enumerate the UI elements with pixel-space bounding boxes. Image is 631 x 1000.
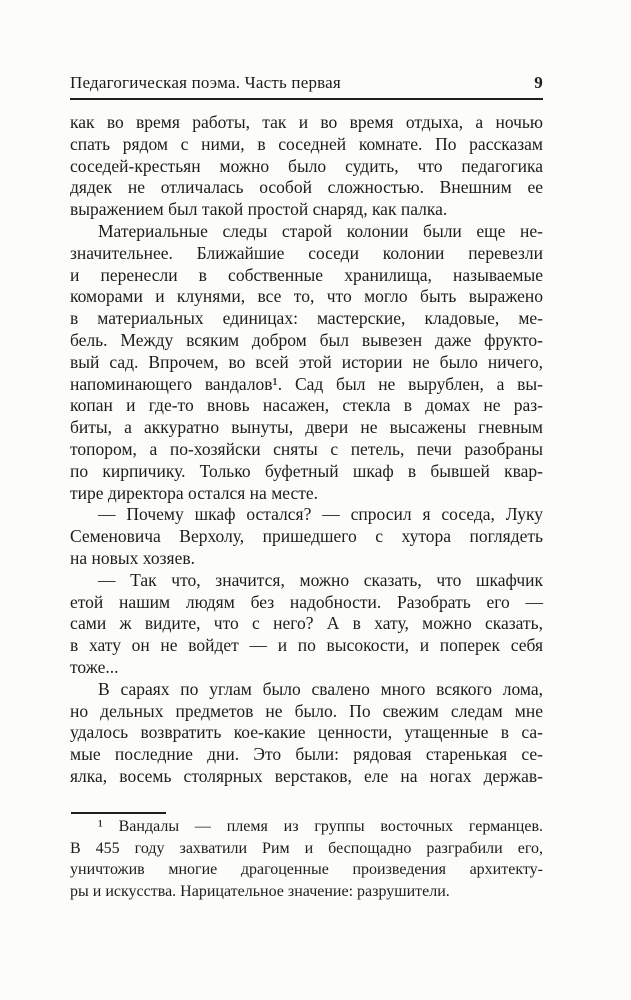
text-line: но дельных предметов не было. По свежим следам мне [70,700,543,721]
paragraph [70,816,543,903]
text-line: дядек не отличалась особой сложностью. Внешним ее [70,177,543,198]
text-line: напоминающего вандалов¹. Сад был не вырублен, а вы- [70,373,543,394]
body-text [70,112,543,788]
text-line: значительнее. Ближайшие соседи колонии перевезли [70,242,543,263]
text-line: — Так что, значится, можно сказать, что шкафчик [98,569,543,590]
footnote [70,816,543,903]
text-line: тире директора остался на месте. [70,482,319,503]
paragraph [70,112,543,221]
text-line: коморами и клунями, все то, что могло быть выражено [70,286,543,307]
text-line: вый сад. Впрочем, во всей этой истории не было ничего, [70,351,543,372]
text-line: етой нашим людям без надобности. Разобрать его — [70,591,543,612]
text-line: ялка, восемь столярных верстаков, еле на ногах держав- [70,765,543,786]
paragraph [70,570,543,679]
footnote-line: уничтожив многие драгоценные произведения архитекту- [70,861,543,879]
text-line: мые последние дни. Это были: рядовая старенькая се- [70,744,543,765]
text-line: спать рядом с ними, в соседней комнате. По рассказам [70,133,543,154]
text-line: — Почему шкаф остался? — спросил я соседа, Луку [98,504,543,525]
text-line: В сараях по углам было свалено много всякого лома, [98,678,543,699]
text-line: Материальные следы старой колонии были еще не- [98,220,543,241]
footnote-line: ры и искусства. Нарицательное значение: разрушители. [70,883,450,901]
paragraph [70,504,543,569]
text-line: по кирпичику. Только буфетный шкаф в бывшей квар- [70,460,543,481]
text-line: сами ж видите, что с него? А в хату, можно сказать, [70,613,543,634]
footnote-line: В 455 году захватили Рим и беспощадно разграбили его, [70,839,543,857]
text-line: тоже... [70,656,119,677]
text-line: в материальных единицах: мастерские, кладовые, ме- [70,308,543,329]
text-line: биты, а аккуратно вынуты, двери не высажены гневным [70,417,543,438]
text-line: удалось возвратить кое-какие ценности, утащенные в са- [70,722,543,743]
header-rule [70,98,543,100]
running-title: Педагогическая поэма. Часть первая [70,73,341,92]
text-line: соседей-крестьян можно было судить, что педагогика [70,155,543,176]
text-line: копан и где-то вновь насажен, стекла в домах не раз- [70,395,543,416]
text-line: как во время работы, так и во время отдыха, а ночью [70,112,543,132]
running-header [70,73,543,93]
text-line: топором, а по-хозяйски сняты с петель, печи разобраны [70,438,543,459]
text-line: на новых хозяев. [70,547,195,568]
footnote-line: ¹ Вандалы — племя из группы восточных германцев. [98,818,543,835]
text-line: и перенесли в собственные хранилища, называемые [70,264,543,285]
page-number: 9 [534,73,543,92]
text-line: в хату он не войдет — и по высокости, и поперек себя [70,635,543,656]
text-line: выражением был такой простой снаряд, как палка. [70,199,448,220]
text-line: Семеновича Верхолу, пришедшего с хутора поглядеть [70,526,543,547]
footnote-separator [71,812,166,814]
paragraph [70,221,543,504]
paragraph [70,679,543,788]
text-line: бель. Между всяким добром был вывезен даже фрукто- [70,329,543,350]
